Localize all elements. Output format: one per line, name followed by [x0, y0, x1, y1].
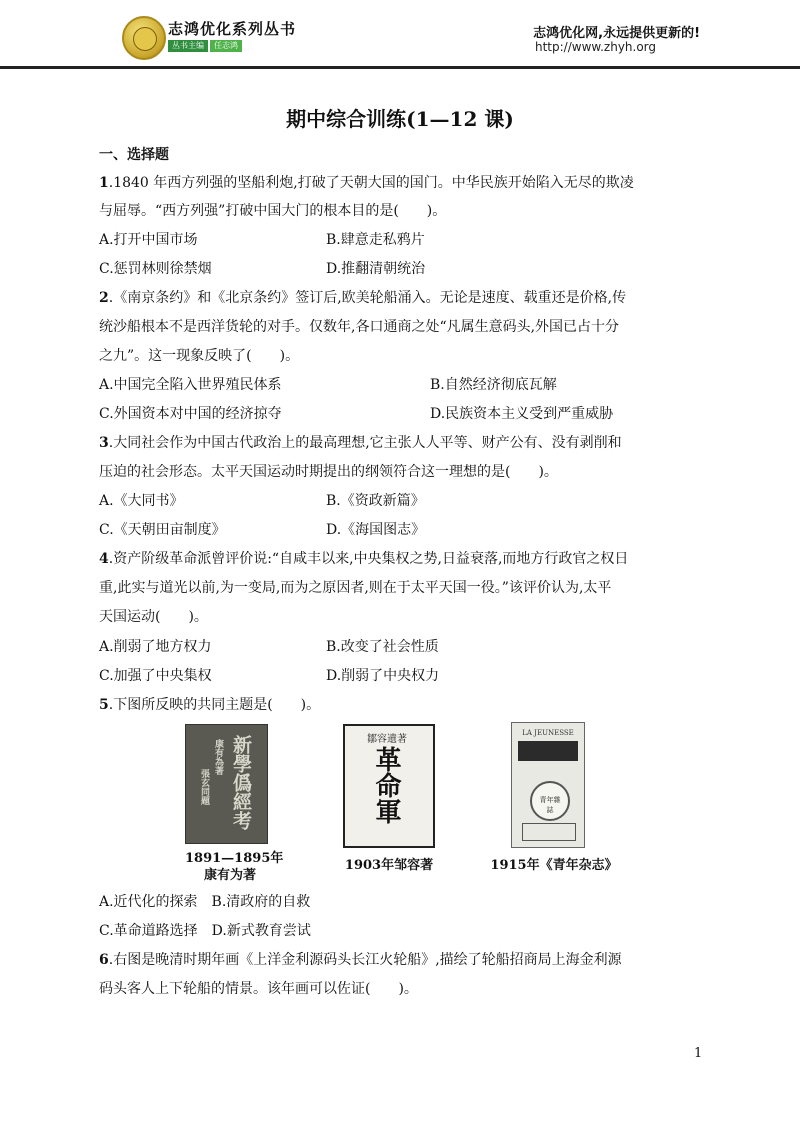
- q3-option-c[interactable]: C.《天朝田亩制度》: [99, 522, 226, 538]
- question-3-line-2: 压迫的社会形态。太平天国运动时期提出的纲领符合这一理想的是( )。: [99, 464, 558, 480]
- q3-option-d[interactable]: D.《海国图志》: [326, 522, 426, 538]
- q4-option-c[interactable]: C.加强了中央集权: [99, 668, 212, 684]
- book1-cover-title: 新學僞經考: [230, 735, 252, 830]
- q2-option-a[interactable]: A.中国完全陷入世界殖民体系: [99, 377, 282, 393]
- publisher-logo: [122, 16, 166, 60]
- question-4-line-1: 4.资产阶级革命派曾评价说:“自咸丰以来,中央集权之势,日益衰落,而地方行政官之权日: [99, 551, 629, 567]
- question-3-line-1: 3.大同社会作为中国古代政治上的最高理想,它主张人人平等、财产公有、没有剥削和: [99, 435, 622, 451]
- question-5-line-1: 5.下图所反映的共同主题是( )。: [99, 697, 321, 713]
- editor-badge: [168, 40, 242, 52]
- q3-option-a[interactable]: A.《大同书》: [99, 493, 184, 509]
- q1-option-a[interactable]: A.打开中国市场: [99, 232, 198, 248]
- q4-option-d[interactable]: D.削弱了中央权力: [326, 668, 440, 684]
- question-4-line-3: 天国运动( )。: [99, 609, 208, 625]
- figure-1-caption-line-2: 康有为著: [203, 868, 256, 883]
- book3-cover-top: LA JEUNESSE: [522, 729, 574, 737]
- figure-2-caption: 1903年邹容著: [344, 858, 434, 873]
- q1-option-d[interactable]: D.推翻清朝统治: [326, 261, 426, 277]
- question-2-line-1: 2.《南京条约》和《北京条约》签订后,欧美轮船涌入。无论是速度、载重还是价格,传: [99, 290, 627, 306]
- figure-1-caption-line-1: 1891—1895年: [185, 851, 284, 866]
- book1-cover-inscriber: 張玄同題: [199, 769, 209, 805]
- q2-option-d[interactable]: D.民族资本主义受到严重威胁: [430, 406, 614, 422]
- q5-options-line-1[interactable]: A.近代化的探索 B.清政府的自救: [99, 894, 311, 910]
- page-header: [0, 0, 800, 72]
- book2-cover-top: 鄒容遺著: [367, 734, 407, 745]
- question-1-line-1: 1.1840 年西方列强的坚船利炮,打破了天朝大国的国门。中华民族开始陷入无尽的欺凌: [99, 175, 634, 191]
- q5-options-line-2[interactable]: C.革命道路选择 D.新式教育尝试: [99, 923, 311, 939]
- page-title: 期中综合训练(1—12 课): [286, 107, 514, 131]
- q4-option-b[interactable]: B.改变了社会性质: [326, 639, 439, 655]
- question-6-line-1: 6.右图是晚清时期年画《上洋金利源码头长江火轮船》,描绘了轮船招商局上海金利源: [99, 952, 622, 968]
- book3-cover-title: 青年雜誌: [539, 796, 561, 814]
- q2-option-c[interactable]: C.外国资本对中国的经济掠夺: [99, 406, 282, 422]
- editor-name: 任志鸿: [210, 40, 242, 52]
- q1-option-b[interactable]: B.肆意走私鸦片: [326, 232, 425, 248]
- book2-cover-title: 革命軍: [371, 746, 401, 824]
- question-6-line-2: 码头客人上下轮船的情景。该年画可以佐证( )。: [99, 981, 418, 997]
- book1-cover-author: 康有為著: [213, 739, 223, 775]
- figure-3-caption: 1915年《青年杂志》: [490, 858, 618, 873]
- q4-option-a[interactable]: A.削弱了地方权力: [99, 639, 212, 655]
- site-url[interactable]: http://www.zhyh.org: [535, 40, 657, 54]
- series-title: 志鸿优化系列丛书: [168, 20, 297, 38]
- question-4-line-2: 重,此实与道光以前,为一变局,而为之原因者,则在于太平天国一役。”该评价认为,太平: [99, 580, 612, 596]
- section-heading: 一、选择题: [99, 147, 169, 163]
- q3-option-b[interactable]: B.《资政新篇》: [326, 493, 425, 509]
- question-1-line-2: 与屈辱。“西方列强”打破中国大门的根本目的是( )。: [99, 203, 447, 219]
- site-slogan: 志鸿优化网,永远提供更新的!: [533, 26, 700, 41]
- question-2-line-3: 之九”。这一现象反映了( )。: [99, 348, 300, 364]
- book-cover-image-1: [185, 724, 268, 844]
- q1-option-c[interactable]: C.惩罚林则徐禁烟: [99, 261, 212, 277]
- q2-option-b[interactable]: B.自然经济彻底瓦解: [430, 377, 557, 393]
- question-2-line-2: 统沙船根本不是西洋货轮的对手。仅数年,各口通商之处“凡属生意码头,外国已占十分: [99, 319, 620, 335]
- page-number: 1: [694, 1046, 703, 1061]
- header-divider: [0, 66, 800, 69]
- book-cover-image-3: [511, 722, 585, 848]
- editor-label: 丛书主编: [168, 40, 208, 52]
- book-cover-image-2: [343, 724, 435, 848]
